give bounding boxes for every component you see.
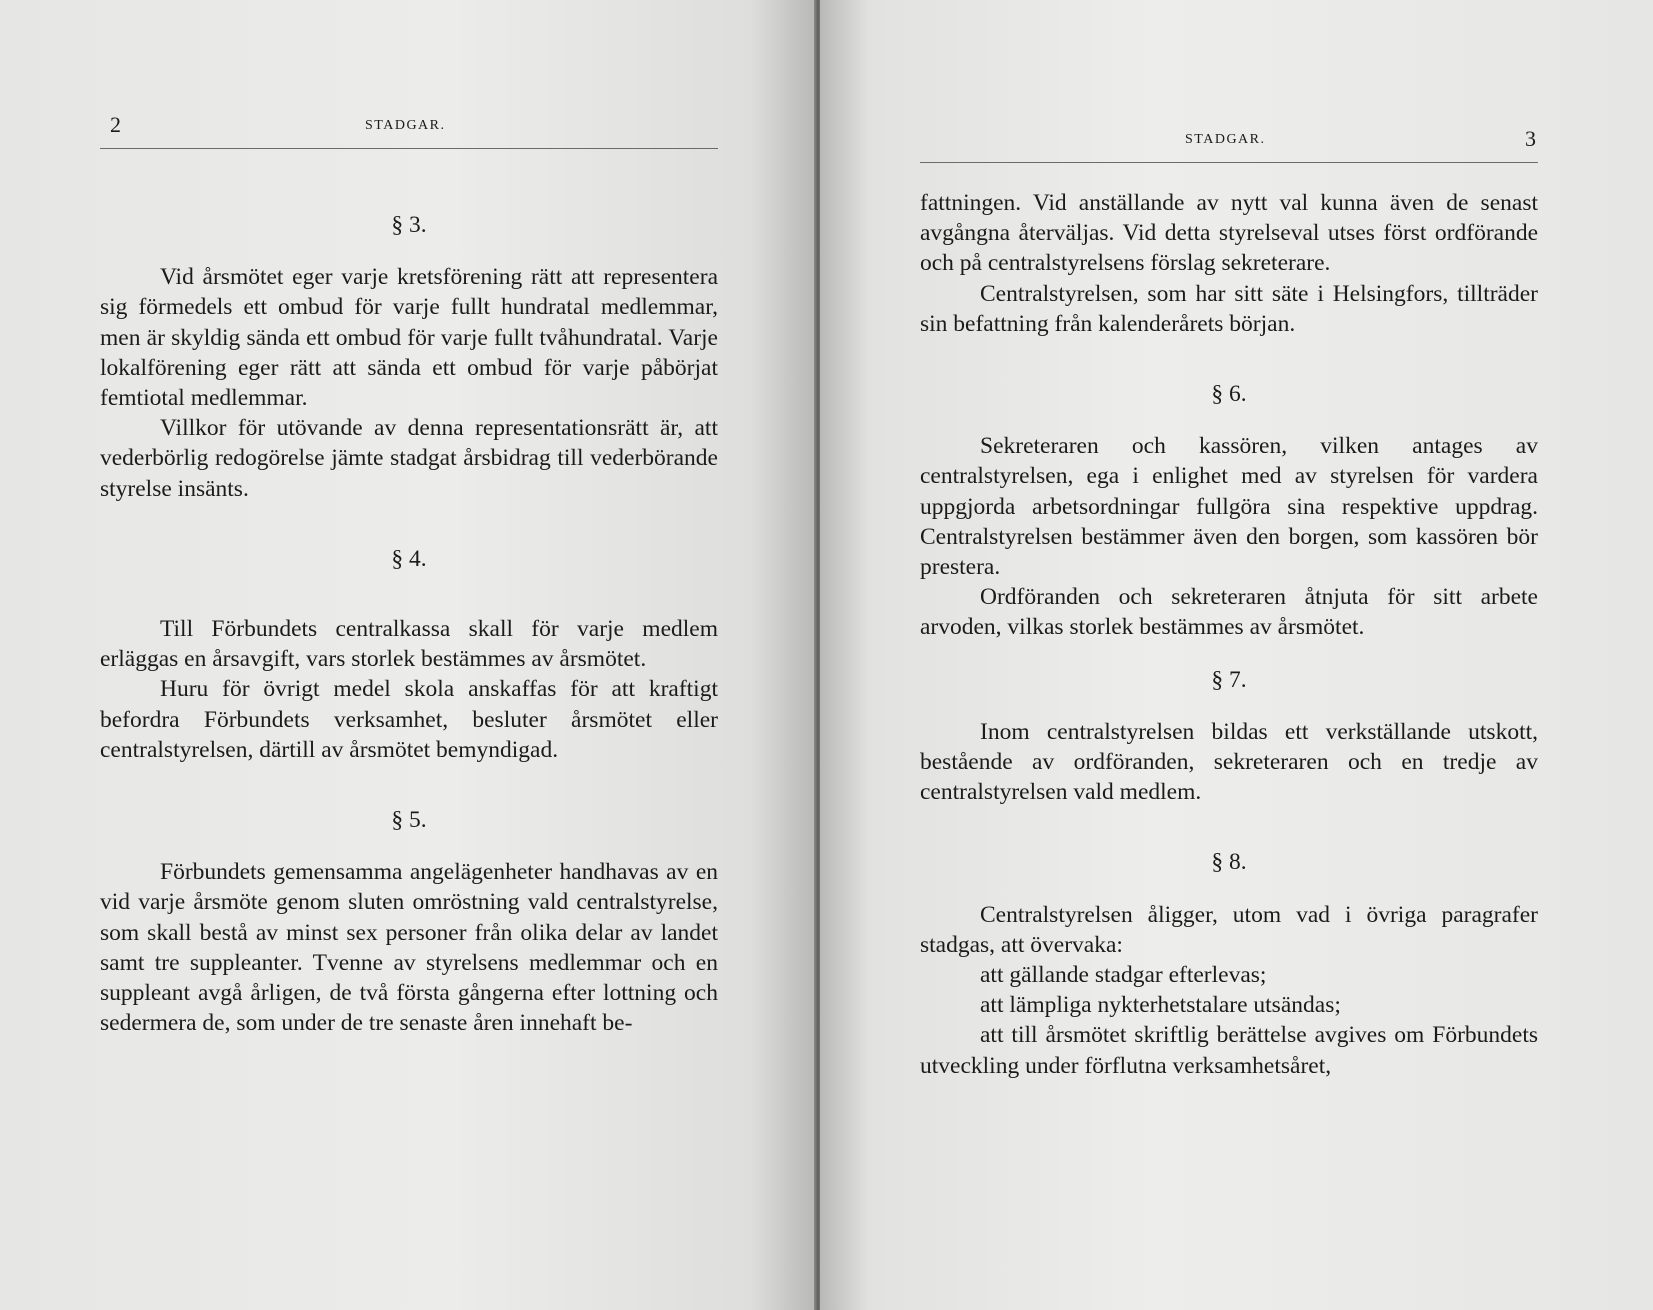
list-item: att gällande stadgar efterlevas;	[980, 962, 1267, 989]
section-heading-8: § 8.	[1211, 849, 1247, 876]
right-page-body	[920, 188, 1538, 1081]
left-page-header	[100, 108, 718, 149]
paragraph: Villkor för utövande av denna representationsrätt är, att vederbörlig redogörelse jämte stadgat årsbidrag till vederbörande styrelse insänts.	[100, 415, 718, 502]
paragraph: Sekreteraren och kassören, vilken antages av centralstyrelsen, ega i enlighet med av styrelsen för vardera uppgjorda arbetsordningar fullgöra sina respektive uppdrag. Centralstyrelsen bestämmer även den borgen, som kassören bör prestera.	[920, 433, 1538, 581]
section-heading-3: § 3.	[391, 212, 427, 238]
page-number: 2	[110, 112, 121, 137]
paragraph: Centralstyrelsen, som har sitt säte i Helsingfors, tillträder sin befattning från kalenderårets början.	[920, 280, 1538, 337]
list-item: att lämpliga nykterhetstalare utsändas;	[980, 992, 1341, 1019]
page-number: 3	[1525, 126, 1536, 151]
paragraph: Förbundets gemensamma angelägenheter handhavas av en vid varje årsmöte genom sluten omröstning vald centralstyrelse, som skall bestå av minst sex personer från olika delar av landet samt tre suppleanter. Tvenne av styrelsens medlemmar och en suppleant avgå årligen, de två första gångerna efter lottning och sedermera de, som under de tre senaste åren innehaft be-	[100, 859, 718, 1037]
left-page	[0, 0, 816, 1310]
running-head: STADGAR.	[1185, 132, 1266, 147]
paragraph: Vid årsmötet eger varje kretsförening rätt att representera sig förmedels ett ombud för varje fullt hundratal medlemmar, men är skyldig sända ett ombud för varje fullt tvåhundratal. Varje lokalförening eger rätt att sända ett ombud för varje påbörjat femtiotal medlemmar.	[100, 264, 718, 412]
right-page-header	[920, 122, 1538, 163]
paragraph: Inom centralstyrelsen bildas ett verkställande utskott, bestående av ordföranden, sekreteraren och en tredje av centralstyrelsen vald medlem.	[920, 718, 1538, 806]
section-heading-4: § 4.	[391, 545, 427, 572]
paragraph: Till Förbundets centralkassa skall för varje medlem erläggas en årsavgift, vars storlek bestämmes av årsmötet.	[100, 616, 718, 673]
section-heading-7: § 7.	[1211, 666, 1247, 693]
section-heading-6: § 6.	[1211, 381, 1247, 408]
paragraph: Ordföranden och sekreteraren åtnjuta för sitt arbete arvoden, vilkas storlek bestämmes av årsmötet.	[920, 584, 1538, 641]
list-item: att till årsmötet skriftlig berättelse avgives om Förbundets utveckling under förflutna verksamhetsåret,	[920, 1022, 1538, 1079]
paragraph: Centralstyrelsen åligger, utom vad i övriga paragrafer stadgas, att övervaka:	[920, 901, 1538, 958]
section-heading-5: § 5.	[391, 807, 427, 834]
left-page-body	[100, 210, 718, 1038]
paragraph: fattningen. Vid anställande av nytt val kunna även de senast avgångna återväljas. Vid detta styrelseval utses först ordförande och på centralstyrelsens förslag sekreterare.	[920, 190, 1538, 277]
paragraph: Huru för övrigt medel skola anskaffas för att kraftigt befordra Förbundets verksamhet, besluter årsmötet eller centralstyrelsen, därtill av årsmötet bemyndigad.	[100, 676, 718, 763]
right-page	[820, 0, 1653, 1310]
running-head: STADGAR.	[365, 118, 446, 133]
